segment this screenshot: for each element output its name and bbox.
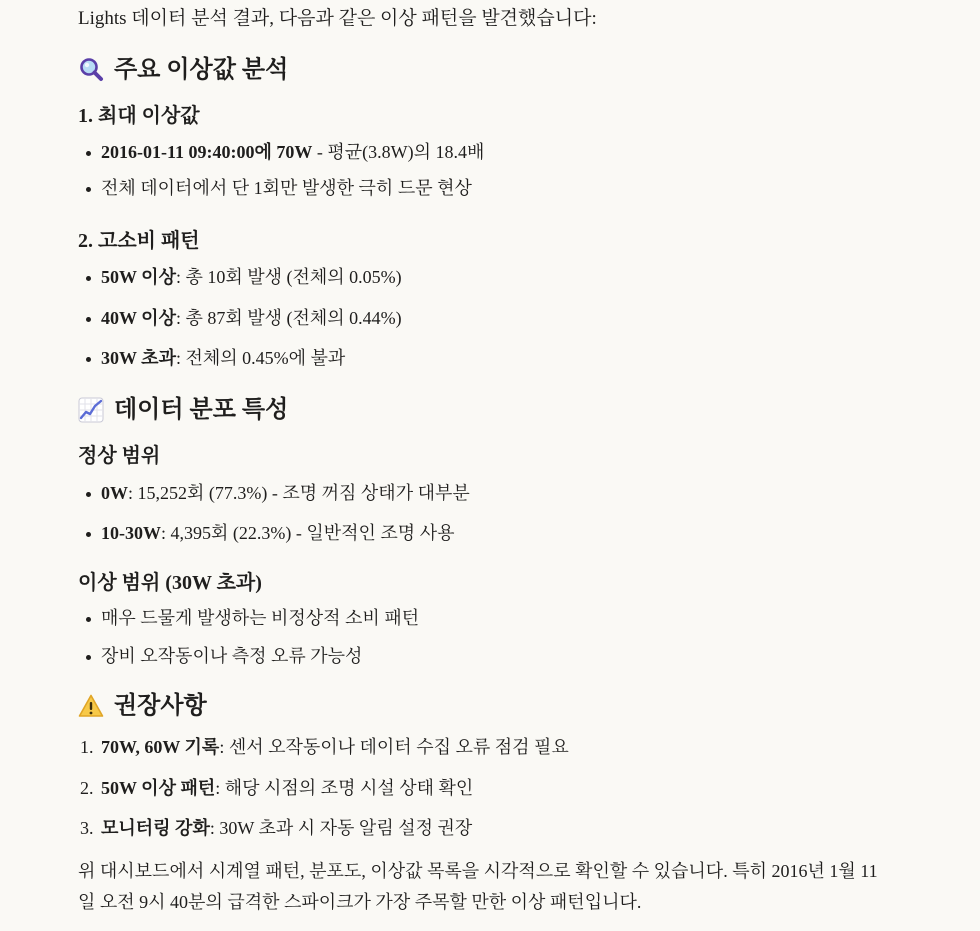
outro-text: 위 대시보드에서 시계열 패턴, 분포도, 이상값 목록을 시각적으로 확인할 수 있습니다. 특히 2016년 1월 11일 오전 9시 40분의 급격한 스파이크가 가장 주목할 만한 이상 패턴입니다. <box>78 861 878 912</box>
recommendations-title: 권장사항 <box>114 693 207 719</box>
distribution-heading <box>78 394 288 426</box>
intro-text: Lights 데이터 분석 결과, 다음과 같은 이상 패턴을 발견했습니다: <box>78 8 597 29</box>
list-item: 2016-01-11 09:40:00에 70W - 평균(3.8W)의 18.4배 <box>78 139 484 165</box>
max-outlier-heading: 1. 최대 이상값 <box>78 105 200 127</box>
abnormal-range-list <box>78 605 419 669</box>
abnormal-range-heading: 이상 범위 (30W 초과) <box>78 572 262 594</box>
recommendations-list <box>78 734 569 841</box>
max-outlier-list <box>78 139 484 201</box>
list-item: 0W: 15,252회 (77.3%) - 조명 꺼짐 상태가 대부분 <box>78 480 470 506</box>
list-item: 3. 모니터링 강화: 30W 초과 시 자동 알림 설정 권장 <box>80 818 473 838</box>
high-consumption-list <box>78 264 402 371</box>
outliers-title: 주요 이상값 분석 <box>114 57 289 83</box>
list-item: 30W 초과: 전체의 0.45%에 불과 <box>78 345 402 371</box>
list-item: 1. 70W, 60W 기록: 센서 오작동이나 데이터 수집 오류 점검 필요 <box>80 737 569 757</box>
distribution-title: 데이터 분포 특성 <box>114 397 289 423</box>
list-item: 50W 이상: 총 10회 발생 (전체의 0.05%) <box>78 264 402 290</box>
recommendations-heading <box>78 690 207 722</box>
list-item: 40W 이상: 총 87회 발생 (전체의 0.44%) <box>78 305 402 331</box>
outliers-heading <box>78 54 288 86</box>
magnifier-icon <box>78 57 104 83</box>
chart-increasing-icon <box>78 397 104 423</box>
list-item: 매우 드물게 발생하는 비정상적 소비 패턴 <box>78 605 419 631</box>
warning-icon <box>78 693 104 719</box>
list-item: 장비 오작동이나 측정 오류 가능성 <box>78 643 419 669</box>
normal-range-heading: 정상 범위 <box>78 445 161 467</box>
list-item: 10-30W: 4,395회 (22.3%) - 일반적인 조명 사용 <box>78 520 470 546</box>
high-consumption-heading: 2. 고소비 패턴 <box>78 230 200 252</box>
normal-range-list <box>78 480 470 546</box>
list-item: 2. 50W 이상 패턴: 해당 시점의 조명 시설 상태 확인 <box>80 778 474 798</box>
list-item: 전체 데이터에서 단 1회만 발생한 극히 드문 현상 <box>78 175 484 201</box>
